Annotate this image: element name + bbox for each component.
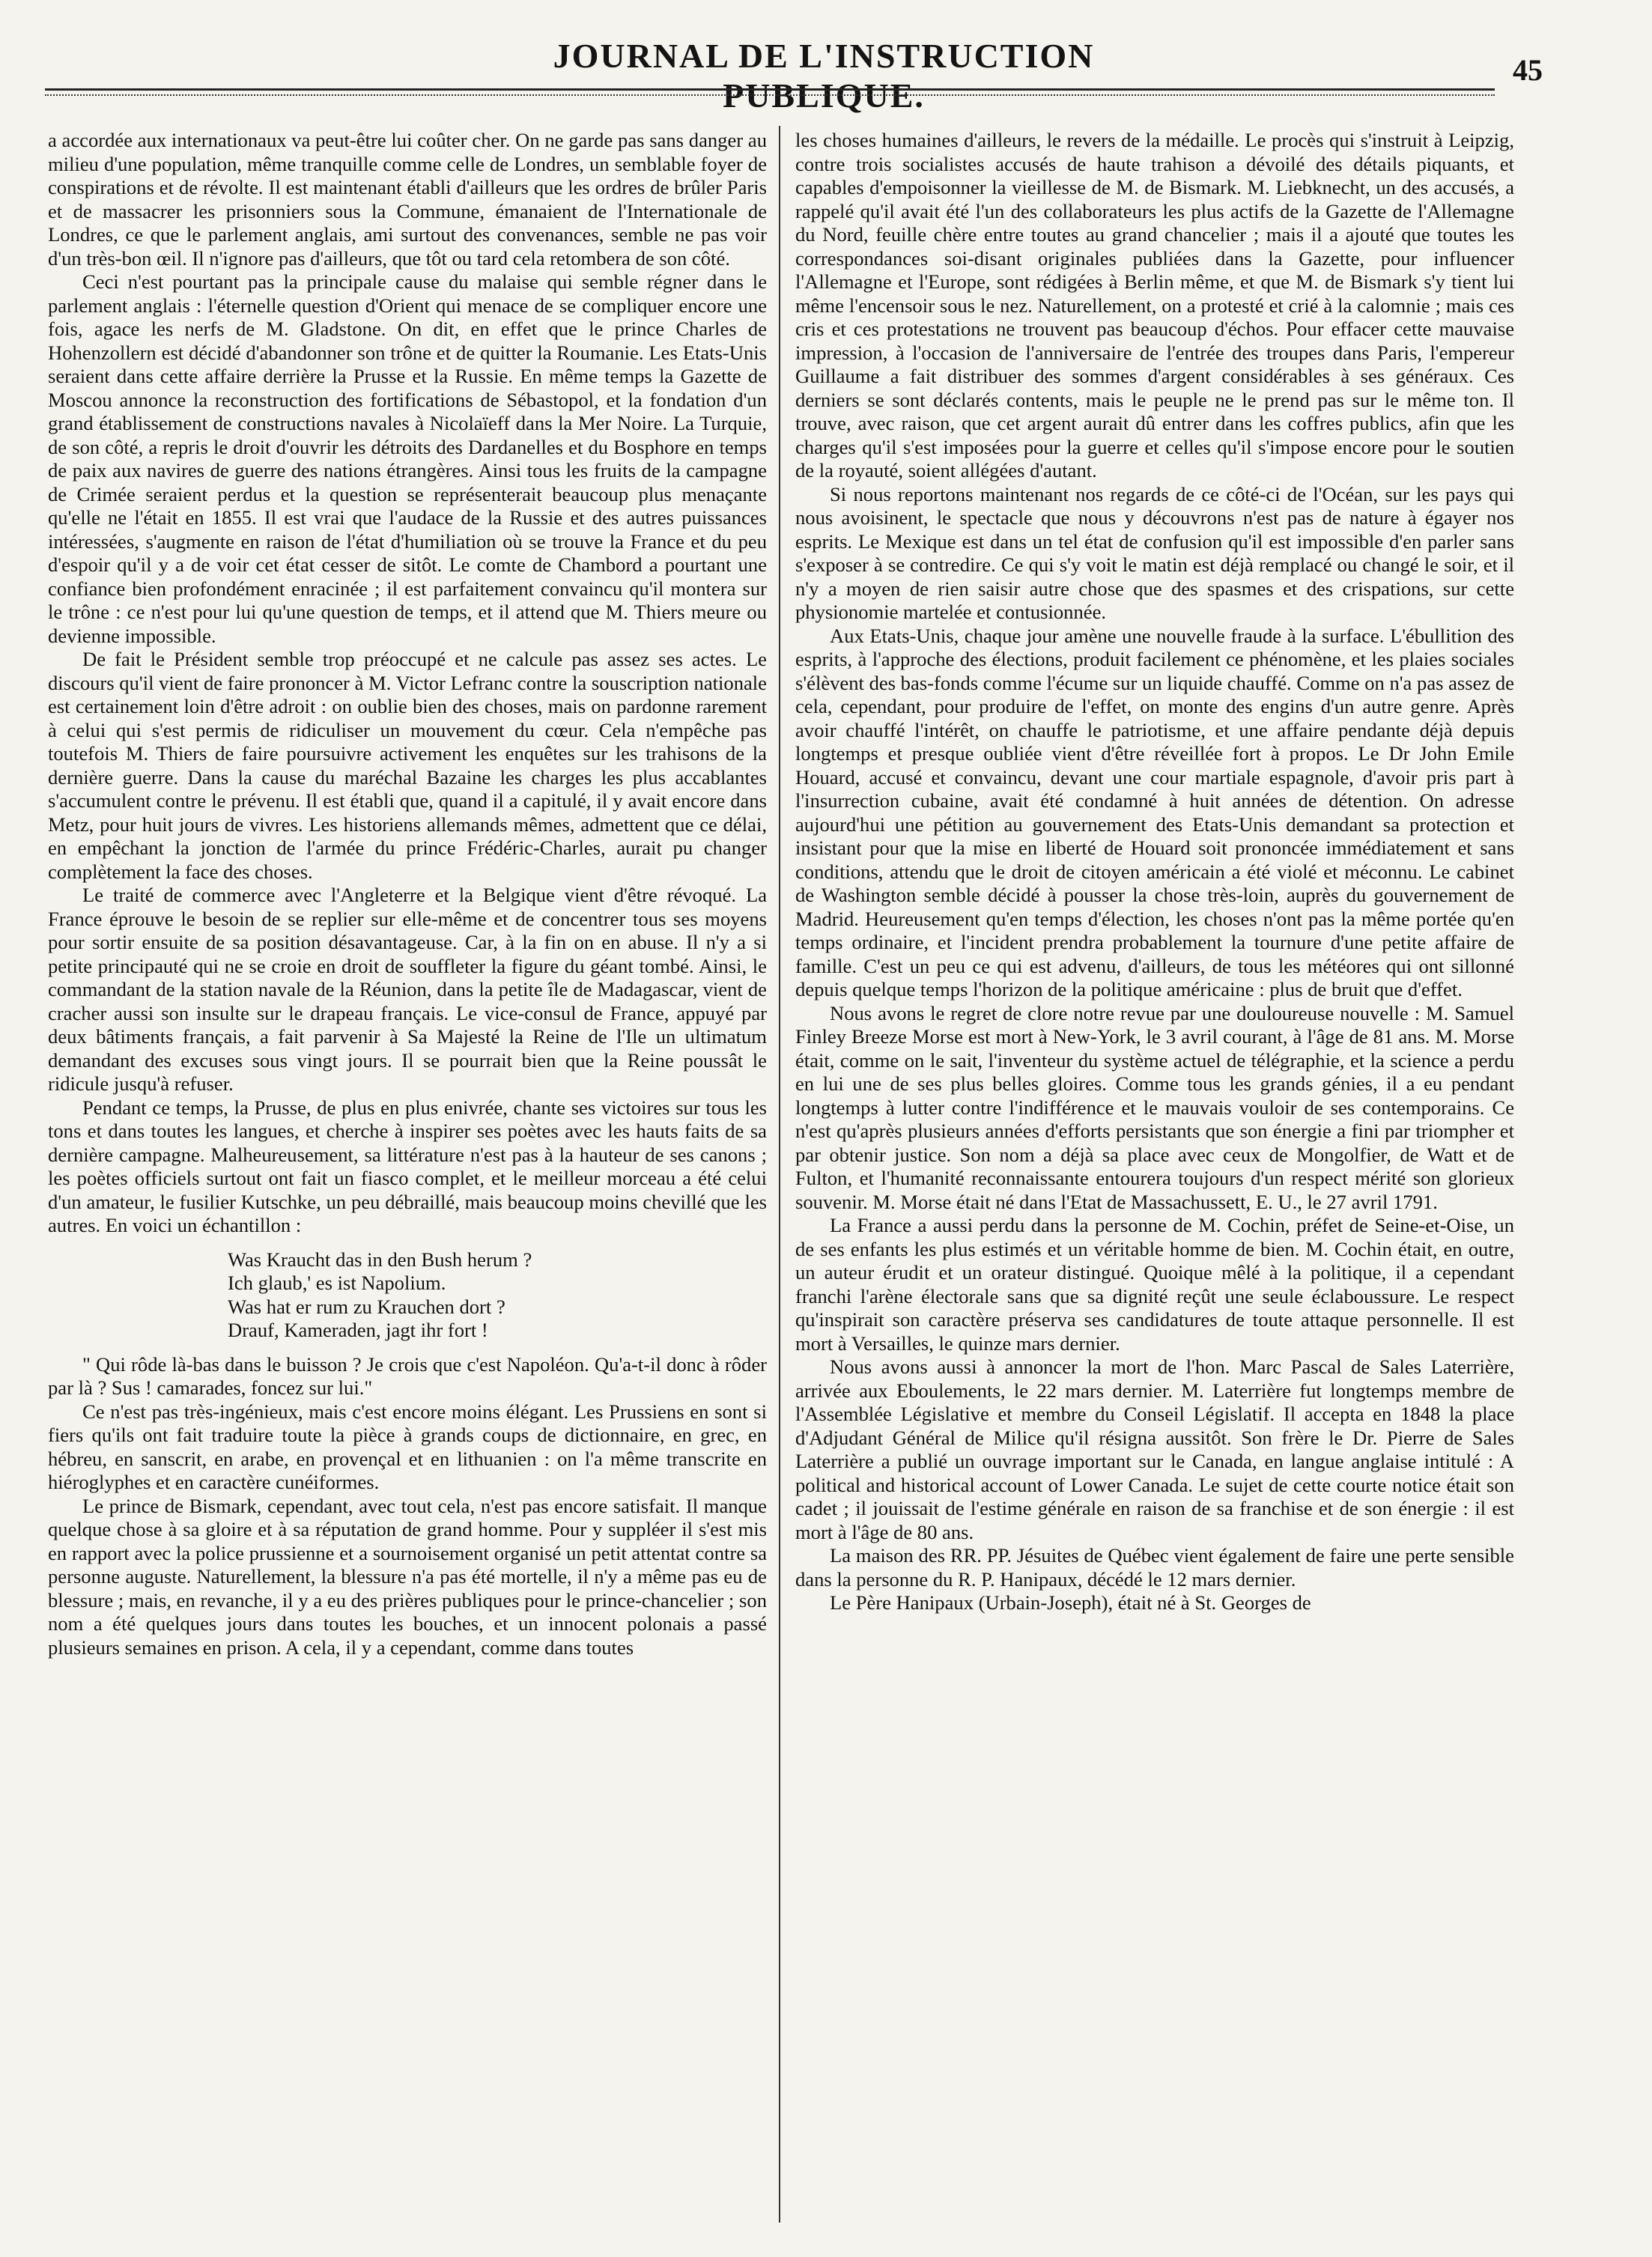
right-column	[795, 129, 1514, 2226]
header-rule	[45, 88, 1495, 91]
paragraph: les choses humaines d'ailleurs, le revers de la médaille. Le procès qui s'instruit à Leipzig, contre trois socialistes accusés de haute trahison a dévoilé des détails piquants, et capables d'empoisonner la vieillesse de M. de Bismark. M. Liebknecht, un des accusés, a rappelé qu'il avait été l'un des collaborateurs les plus actifs de la Gazette de l'Allemagne du Nord, feuille chère entre toutes au grand chancelier ; mais il a ajouté que toutes les correspondances soi-disant originales publiées dans la Gazette, pour influencer l'Allemagne et l'Europe, sont rédigées à Berlin même, et que M. de Bismark s'y tient lui même l'encensoir sous le nez. Naturellement, on a protesté et crié à la calomnie ; mais ces cris et ces protestations ne trouvent pas beaucoup d'échos. Pour effacer cette mauvaise impression, à l'occasion de l'anniversaire de l'entrée des troupes dans Paris, l'empereur Guillaume a fait distribuer des sommes d'argent considérables à ses généraux. Ces derniers se sont déclarés contents, mais le peuple ne le prend pas sur le même ton. Il trouve, avec raison, que cet argent aurait dû entrer dans les coffres publics, afin que les charges qu'il s'est imposées pour la guerre et celles qu'il s'impose encore pour le soutien de la royauté, soient allégées d'autant.	[795, 129, 1514, 482]
paragraph: Le prince de Bismark, cependant, avec tout cela, n'est pas encore satisfait. Il manque quelque chose à sa gloire et à sa réputation de grand homme. Pour y suppléer il s'est mis en rapport avec la police prussienne et a sournoisement organisé un petit attentat contre sa personne auguste. Naturellement, la blessure n'a pas été mortelle, il n'y a même pas eu de blessure ; mais, en revanche, il y a eu des prières publiques pour le prince-chancelier ; son nom a été quelques jours dans toutes les bouches, et un innocent polonais a passé plusieurs semaines en prison. A cela, il y a cependant, comme dans toutes	[48, 1494, 767, 1659]
paragraph: La France a aussi perdu dans la personne de M. Cochin, préfet de Seine-et-Oise, un de ses enfants les plus estimés et un véritable homme de bien. M. Cochin était, en outre, un auteur érudit et un orateur distingué. Quoique mêlé à la politique, il a cependant franchi l'arène électorale sans que sa dignité reçût une seule éclaboussure. Le respect qu'inspirait son caractère préserva ses candidatures de toute attaque personnelle. Il est mort à Versailles, le quinze mars dernier.	[795, 1214, 1514, 1355]
page-header	[45, 30, 1543, 115]
german-poem	[228, 1248, 767, 1343]
running-title: JOURNAL DE L'INSTRUCTION PUBLIQUE.	[553, 37, 1095, 115]
paragraph: Nous avons aussi à annoncer la mort de l'hon. Marc Pascal de Sales Laterrière, arrivée aux Eboulements, le 22 mars dernier. M. Laterrière fut longtemps membre de l'Assemblée Législative et membre du Conseil Législatif. Il accepta en 1848 la place d'Adjudant Général de Milice qu'il résigna aussitôt. Son frère le Dr. Pierre de Sales Laterrière a publié un ouvrage important sur le Canada, en langue anglaise intitulé : A political and historical account of Lower Canada. Le sujet de cette courte notice était son cadet ; il jouissait de l'estime générale en raison de sa franchise et de son énergie : il est mort à l'âge de 80 ans.	[795, 1355, 1514, 1543]
poem-line: Ich glaub,' es ist Napolium.	[228, 1272, 446, 1294]
left-column	[48, 129, 767, 2226]
poem-line: Was hat er rum zu Krauchen dort ?	[228, 1295, 505, 1318]
paragraph: Nous avons le regret de clore notre revue par une douloureuse nouvelle : M. Samuel Finley Breeze Morse est mort à New-York, le 3 avril courant, à l'âge de 81 ans. M. Morse était, comme on le sait, l'inventeur du système actuel de télégraphie, et la science a perdu en lui une de ses plus belles gloires. Comme tous les grands génies, il a eu pendant longtemps à lutter contre l'indifférence et le mauvais vouloir de ses contemporains. Ce n'est qu'après plusieurs années d'efforts persistants que son énergie a fini par triompher et par obtenir justice. Son nom a déjà sa place avec ceux de Mongolfier, de Watt et de Fulton, et l'humanité reconnaissante entourera toujours d'un respect mérité son glorieux souvenir. M. Morse était né dans l'Etat de Massachussett, E. U., le 27 avril 1791.	[795, 1001, 1514, 1213]
paragraph: Aux Etats-Unis, chaque jour amène une nouvelle fraude à la surface. L'ébullition des esprits, à l'approche des élections, produit facilement ce phénomène, et les plaies sociales s'élèvent des bas-fonds comme l'écume sur un liquide chauffé. Comme on n'a pas assez de cela, cependant, pour produire de l'effet, on monte des engins d'un autre genre. Après avoir chauffé l'intérêt, on chauffe le patriotisme, et une affaire pendante déjà depuis longtemps et presque oubliée vient d'être réveillée fort à propos. Le Dr John Emile Houard, accusé et convaincu, devant une cour martiale espagnole, d'avoir pris part à l'insurrection cubaine, avait été condamné à huit années de détention. On adresse aujourd'hui une pétition au gouvernement des Etats-Unis demandant sa protection et insistant pour que la mise en liberté de Houard soit prononcée immédiatement et sans conditions, attendu que le droit de citoyen américain a été violé et méconnu. Le cabinet de Washington semble décidé à pousser la chose très-loin, auprès du gouvernement de Madrid. Heureusement qu'en temps d'élection, les choses n'ont pas la même portée qu'en temps ordinaire, et l'incident prendra probablement la tournure d'une petite affaire de famille. C'est un peu ce qui est advenu, d'ailleurs, de tous les météores qui ont sillonné depuis quelque temps l'horizon de la politique américaine : plus de bruit que d'effet.	[795, 624, 1514, 1000]
paragraph: Si nous reportons maintenant nos regards de ce côté-ci de l'Océan, sur les pays qui nous avoisinent, le spectacle que nous y découvrons n'est pas de nature à égayer nos esprits. Le Mexique est dans un tel état de confusion qu'il est impossible d'en parler sans s'exposer à se contredire. Ce qui s'y voit le matin est déjà remplacé ou changé le soir, et il n'y a moyen de rien saisir autre chose que des spasmes et des crispations, sur cette physionomie martelée et contusionnée.	[795, 482, 1514, 623]
column-divider	[779, 126, 780, 2223]
paragraph: a accordée aux internationaux va peut-être lui coûter cher. On ne garde pas sans danger au milieu d'une population, même tranquille comme celle de Londres, un semblable foyer de conspirations et de révolte. Il est maintenant établi d'ailleurs que les ordres de brûler Paris et de massacrer les prisonniers sous la Commune, émanaient de l'Internationale de Londres, ce que le parlement anglais, ami surtout des convenances, semble ne pas voir d'un très-bon œil. Il n'ignore pas d'ailleurs, que tôt ou tard cela retombera de son côté.	[48, 129, 767, 270]
paragraph: Ceci n'est pourtant pas la principale cause du malaise qui semble régner dans le parlement anglais : l'éternelle question d'Orient qui menace de se compliquer encore une fois, agace les nerfs de M. Gladstone. On dit, en effet que le prince Charles de Hohenzollern est décidé d'abandonner son trône et de quitter la Roumanie. Les Etats-Unis seraient dans cette affaire derrière la Prusse et la Russie. En même temps la Gazette de Moscou annonce la reconstruction des fortifications de Sébastopol, et la fondation d'un grand établissement de constructions navales à Nicolaïeff dans la Mer Noire. La Turquie, de son côté, a repris le droit d'ouvrir les détroits des Dardanelles et du Bosphore en temps de paix aux navires de guerre des nations étrangères. Ainsi tous les fruits de la campagne de Crimée seraient perdus et la question se représenterait beaucoup plus menaçante qu'elle ne l'était en 1855. Il est vrai que l'audace de la Russie et des autres puissances intéressées, s'augmente en raison de l'état d'humiliation où se trouve la France et du peu d'espoir qu'il y a de voir cet état cesser de sitôt. Le comte de Chambord a pourtant une confiance bien profondément enracinée ; il est parfaitement convaincu qu'il montera sur le trône : ce n'est pour lui qu'une question de temps, et il attend que M. Thiers meure ou devienne impossible.	[48, 270, 767, 647]
paragraph: Pendant ce temps, la Prusse, de plus en plus enivrée, chante ses victoires sur tous les tons et dans toutes les langues, et cherche à inspirer ses poètes avec les hauts faits de sa dernière campagne. Malheureusement, sa littérature n'est pas à la hauteur de ses canons ; les poètes officiels surtout ont fait un fiasco complet, et le meilleur morceau a été celui d'un amateur, le fusilier Kutschke, un peu débraillé, mais beaucoup moins chevillé que les autres. En voici un échantillon :	[48, 1096, 767, 1236]
paragraph: Le traité de commerce avec l'Angleterre et la Belgique vient d'être révoqué. La France éprouve le besoin de se replier sur elle-même et de concentrer tous ses moyens pour sortir ensuite de sa position désavantageuse. Car, à la fin on en abuse. Il n'y a si petite principauté qui ne se croie en droit de souffleter la figure du géant tombé. Ainsi, le commandant de la station navale de la Réunion, dans la petite île de Madagascar, vient de cracher aussi son insulte sur le drapeau français. Le vice-consul de France, appuyé par deux bâtiments français, a fait parvenir à Sa Majesté la Reine de l'Ile un ultimatum demandant des excuses sous vingt jours. Il se pourrait bien que la Reine poussât le ridicule jusqu'à refuser.	[48, 884, 767, 1095]
paragraph: La maison des RR. PP. Jésuites de Québec vient également de faire une perte sensible dans la personne du R. P. Hanipaux, décédé le 12 mars dernier.	[795, 1544, 1514, 1591]
paragraph: " Qui rôde là-bas dans le buisson ? Je crois que c'est Napoléon. Qu'a-t-il donc à rôder par là ? Sus ! camarades, foncez sur lui."	[48, 1352, 767, 1399]
paragraph: De fait le Président semble trop préoccupé et ne calcule pas assez ses actes. Le discours qu'il vient de faire prononcer à M. Victor Lefranc contre la souscription nationale est certainement loin d'être adroit : on oublie bien des choses, mais on pardonne rarement à celui qui s'est permis de ridiculiser un mouvement du cœur. Cela n'empêche pas toutefois M. Thiers de faire poursuivre activement les enquêtes sur les trahisons de la dernière guerre. Dans la cause du maréchal Bazaine les charges les plus accablantes s'accumulent contre le prévenu. Il est établi que, quand il a capitulé, il y avait encore dans Metz, pour huit jours de vivres. Les historiens allemands mêmes, admettent que ce délai, en empêchant la jonction de l'armée du prince Frédéric-Charles, aurait pu changer complètement la face des choses.	[48, 648, 767, 883]
page-number: 45	[1513, 53, 1543, 87]
poem-line: Drauf, Kameraden, jagt ihr fort !	[228, 1319, 488, 1341]
paragraph: Le Père Hanipaux (Urbain-Joseph), était né à St. Georges de	[830, 1591, 1311, 1614]
header-rule-dotted	[45, 94, 1495, 96]
paragraph: Ce n'est pas très-ingénieux, mais c'est encore moins élégant. Les Prussiens en sont si fiers qu'ils ont fait traduire toute la pièce à grands coups de dictionnaire, en grec, en hébreu, en sanscrit, en arabe, en provençal et en lithuanien : on l'a même transcrite en hiéroglyphes et en caractère cunéiformes.	[48, 1400, 767, 1493]
poem-line: Was Kraucht das in den Bush herum ?	[228, 1248, 532, 1271]
